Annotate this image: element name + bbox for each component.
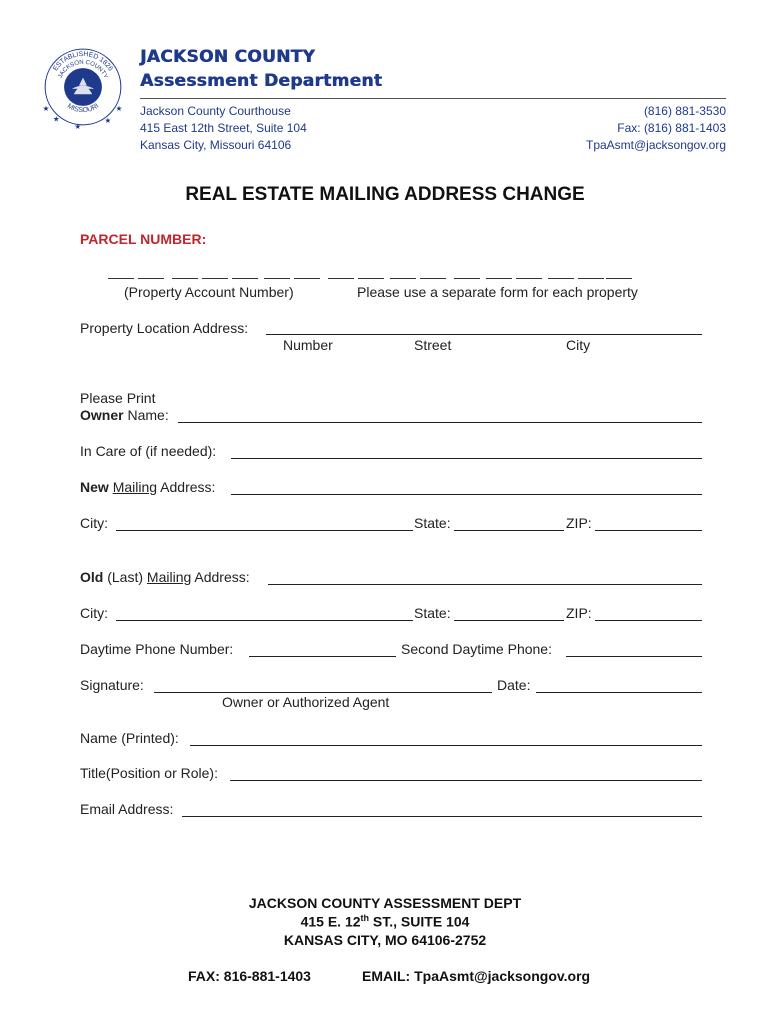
- daytime-phone-input[interactable]: [249, 656, 396, 657]
- form-title: REAL ESTATE MAILING ADDRESS CHANGE: [185, 184, 585, 205]
- old-state-label: State:: [414, 605, 451, 621]
- date-input[interactable]: [536, 692, 702, 693]
- email-address-input[interactable]: [182, 816, 702, 817]
- parcel-digit-slot[interactable]: [516, 278, 542, 279]
- parcel-number-label: PARCEL NUMBER:: [80, 231, 207, 247]
- title-role-label: Title(Position or Role):: [80, 765, 218, 781]
- footer-dept-name: JACKSON COUNTY ASSESSMENT DEPT: [248, 895, 522, 911]
- second-phone-input[interactable]: [566, 656, 702, 657]
- date-label: Date:: [497, 677, 531, 693]
- parcel-digit-slot[interactable]: [358, 278, 384, 279]
- property-location-label: Property Location Address:: [80, 320, 249, 336]
- new-state-label: State:: [414, 515, 451, 531]
- star-icon: ★: [42, 104, 50, 114]
- signature-caption: Owner or Authorized Agent: [222, 694, 390, 710]
- parcel-digit-slot[interactable]: [390, 278, 416, 279]
- in-care-of-label: In Care of (if needed):: [80, 443, 217, 459]
- new-city-label: City:: [80, 515, 108, 531]
- star-icon: ★: [52, 114, 60, 124]
- second-phone-label: Second Daytime Phone:: [401, 641, 552, 657]
- dept-name: Assessment Department: [140, 71, 383, 91]
- parcel-digit-slot[interactable]: [606, 278, 632, 279]
- old-bold: Old: [80, 569, 104, 585]
- new-mailing-underlined: Mailing: [112, 479, 158, 495]
- seal-bottom-text: MISSOURI: [65, 102, 101, 115]
- please-print-note: Please Print: [80, 390, 156, 406]
- new-zip-input[interactable]: [595, 530, 702, 531]
- old-mailing-underlined: Mailing: [146, 569, 192, 585]
- footer-street: [0, 913, 770, 930]
- footer-fax: FAX: 816-881-1403: [188, 968, 311, 984]
- parcel-digit-slot[interactable]: [486, 278, 512, 279]
- parcel-digit-slot[interactable]: [172, 278, 198, 279]
- address-line: Kansas City, Missouri 64106: [140, 138, 292, 152]
- old-zip-input[interactable]: [595, 620, 702, 621]
- parcel-digit-slot[interactable]: [578, 278, 604, 279]
- new-address-rest: Address:: [157, 479, 216, 495]
- new-state-input[interactable]: [454, 530, 564, 531]
- org-name: JACKSON COUNTY: [140, 47, 316, 67]
- old-mailing-address-label: [80, 569, 250, 585]
- parcel-digit-slot[interactable]: [454, 278, 480, 279]
- footer-email[interactable]: EMAIL: TpaAsmt@jacksongov.org: [362, 968, 591, 984]
- parcel-digit-slot[interactable]: [548, 278, 574, 279]
- parcel-caption: (Property Account Number): [124, 284, 294, 300]
- old-mailing-address-input[interactable]: [268, 584, 702, 585]
- star-icon: ★: [104, 116, 112, 126]
- parcel-note: Please use a separate form for each property: [357, 284, 638, 300]
- parcel-digit-slot[interactable]: [328, 278, 354, 279]
- signature-label: Signature:: [80, 677, 144, 693]
- county-seal-logo: [40, 44, 126, 130]
- owner-bold: Owner: [80, 407, 124, 423]
- old-address-rest: Address:: [191, 569, 250, 585]
- new-city-input[interactable]: [116, 530, 413, 531]
- old-city-input[interactable]: [116, 620, 413, 621]
- fax-number: Fax: (816) 881-1403: [617, 121, 726, 135]
- address-line: Jackson County Courthouse: [140, 104, 291, 118]
- header-divider: [140, 98, 726, 99]
- name-printed-label: Name (Printed):: [80, 730, 179, 746]
- parcel-digit-slot[interactable]: [232, 278, 258, 279]
- new-bold: New: [80, 479, 109, 495]
- in-care-of-input[interactable]: [231, 458, 702, 459]
- new-mailing-address-input[interactable]: [231, 494, 702, 495]
- seal-top-text: ESTABLISHED 1826: [52, 50, 114, 73]
- footer-street-pre: 415 E. 12: [300, 913, 361, 930]
- footer-city: KANSAS CITY, MO 64106-2752: [283, 932, 487, 948]
- parcel-digit-slot[interactable]: [138, 278, 164, 279]
- old-state-input[interactable]: [454, 620, 564, 621]
- header-address: [140, 103, 307, 154]
- owner-name-label: [80, 407, 169, 423]
- new-zip-label: ZIP:: [566, 515, 592, 531]
- owner-name-input[interactable]: [178, 422, 702, 423]
- footer-street-sup: th: [360, 913, 370, 923]
- old-city-label: City:: [80, 605, 108, 621]
- new-mailing-address-label: [80, 479, 215, 495]
- property-location-city-caption: City: [566, 337, 591, 353]
- owner-name-rest: Name:: [123, 407, 169, 423]
- star-icon: ★: [115, 104, 123, 114]
- star-icon: ★: [74, 122, 82, 130]
- daytime-phone-label: Daytime Phone Number:: [80, 641, 234, 657]
- phone-number: (816) 881-3530: [643, 104, 726, 118]
- seal-middle-text: JACKSON COUNTY: [57, 59, 109, 80]
- header-contact: [586, 103, 726, 154]
- parcel-number-field[interactable]: [108, 268, 638, 280]
- old-zip-label: ZIP:: [566, 605, 592, 621]
- parcel-digit-slot[interactable]: [108, 278, 134, 279]
- signature-input[interactable]: [154, 692, 492, 693]
- parcel-digit-slot[interactable]: [420, 278, 446, 279]
- property-location-street-caption: Street: [414, 337, 452, 353]
- email-address-label: Email Address:: [80, 801, 174, 817]
- title-role-input[interactable]: [230, 780, 702, 781]
- email-link[interactable]: TpaAsmt@jacksongov.org: [585, 138, 726, 152]
- parcel-digit-slot[interactable]: [294, 278, 320, 279]
- property-location-number-caption: Number: [283, 337, 333, 353]
- old-mid: (Last): [103, 569, 147, 585]
- address-line: 415 East 12th Street, Suite 104: [140, 121, 307, 135]
- parcel-digit-slot[interactable]: [202, 278, 228, 279]
- property-location-input[interactable]: [266, 334, 702, 335]
- footer-street-post: ST., SUITE 104: [369, 913, 470, 930]
- parcel-digit-slot[interactable]: [264, 278, 290, 279]
- name-printed-input[interactable]: [190, 745, 702, 746]
